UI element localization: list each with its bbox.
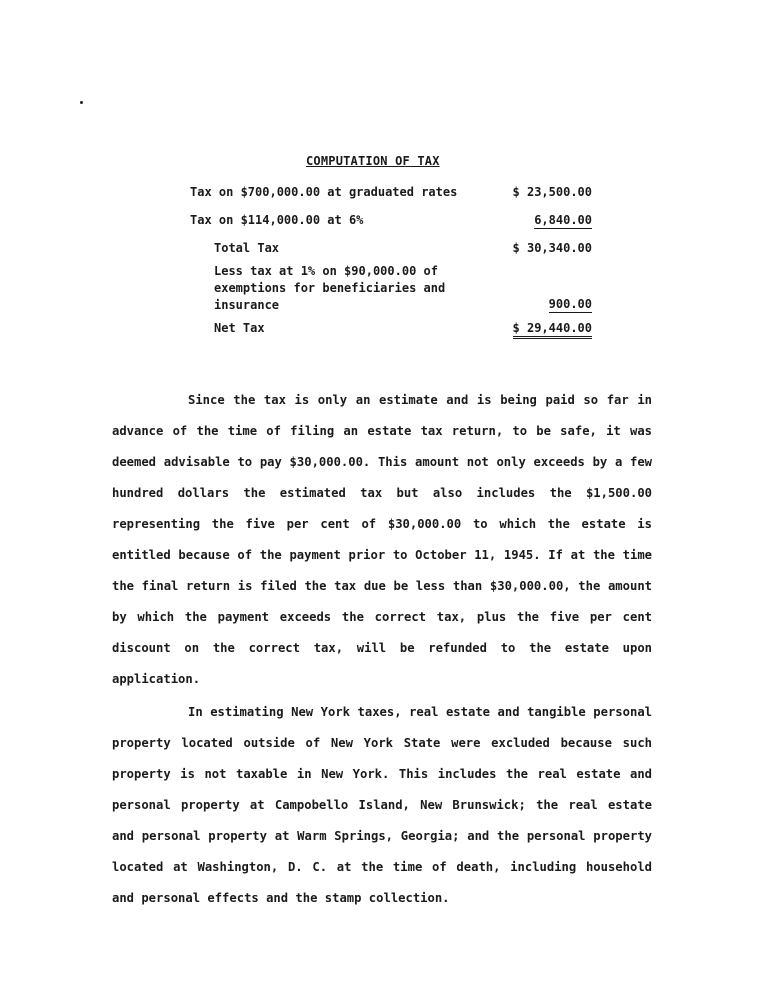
row-label: Total Tax	[214, 241, 280, 255]
row-amount: $ 23,500.00	[512, 185, 592, 199]
body-text	[112, 385, 652, 914]
paragraph-new-york-exclusions: In estimating New York taxes, real estate and tangible personal property located outside of New York State were excluded because such property is not taxable in New York. This includes the real estate and personal property at Campobello Island, New Brunswick; the real estate and personal property at Warm Springs, Georgia; and the personal property located at Washington, D. C. at the time of death, including household and personal effects and the stamp collection.	[112, 705, 652, 905]
row-label: Less tax at 1% on $90,000.00 of exemptions for beneficiaries and insurance	[214, 264, 446, 312]
row-label: Tax on $700,000.00 at graduated rates	[190, 185, 458, 199]
row-amount: 6,840.00	[534, 213, 592, 227]
row-amount: $ 30,340.00	[512, 241, 592, 255]
row-amount: 900.00	[548, 297, 592, 311]
page-title: COMPUTATION OF TAX	[306, 154, 440, 168]
row-label: Net Tax	[214, 321, 265, 335]
stray-mark	[80, 101, 83, 104]
row-amount: $ 29,440.00	[513, 321, 592, 339]
row-label: Tax on $114,000.00 at 6%	[190, 213, 364, 227]
paragraph-estimate-payment: Since the tax is only an estimate and is being paid so far in advance of the time of filing an estate tax return, to be safe, it was deemed advisable to pay $30,000.00. This amount not only exceeds by a few hundred dollars the estimated tax but also includes the $1,500.00 representing the five per cent of $30,000.00 to which the estate is entitled because of the payment prior to October 11, 1945. If at the time the final return is filed the tax due be less than $30,000.00, the amount by which the payment exceeds the correct tax, plus the five per cent discount on the correct tax, will be refunded to the estate upon application.	[112, 393, 652, 686]
